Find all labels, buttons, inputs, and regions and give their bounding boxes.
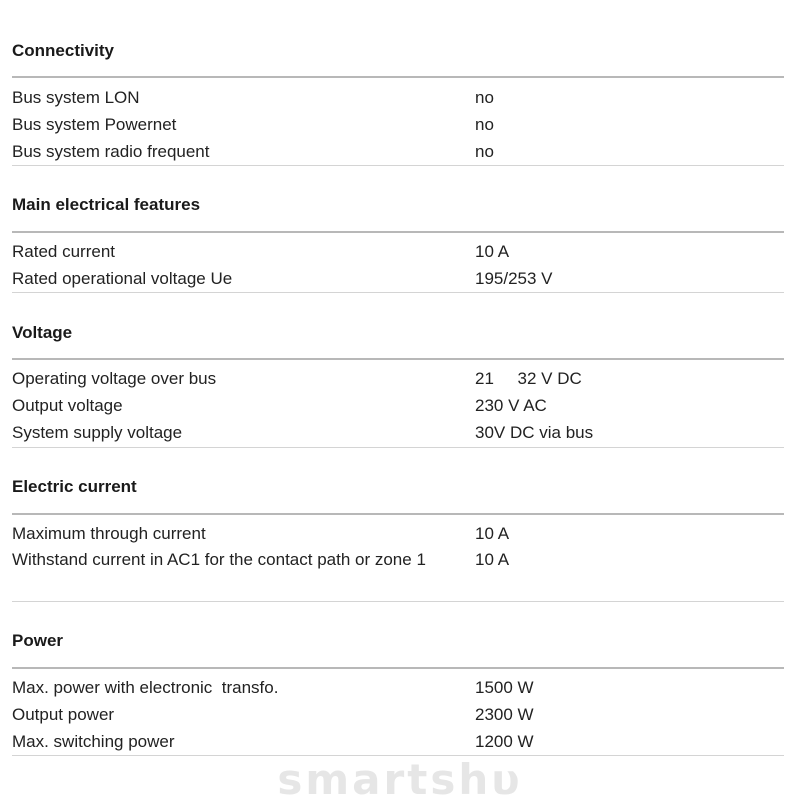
spec-value: 230 V AC	[475, 396, 547, 415]
spec-label: System supply voltage	[12, 423, 183, 442]
spec-value: 1200 W	[475, 732, 534, 751]
section-end-rule	[12, 292, 784, 293]
spec-label: Rated operational voltage Ue	[12, 269, 233, 288]
spec-value: 21 32 V DC	[475, 369, 582, 388]
section-divider	[12, 513, 784, 515]
spec-value: no	[475, 115, 494, 134]
section-end-rule	[12, 165, 784, 166]
spec-value: no	[475, 88, 494, 107]
spec-label: Bus system radio frequent	[12, 142, 210, 161]
spec-value: 1500 W	[475, 678, 534, 697]
spec-value: 10 A	[475, 242, 510, 261]
watermark-logo: smartshυ	[277, 755, 523, 804]
section-title-main-electrical-features: Main electrical features	[12, 195, 201, 214]
spec-label: Rated current	[12, 242, 115, 261]
spec-label: Bus system Powernet	[12, 115, 177, 134]
spec-value: 30V DC via bus	[475, 423, 594, 442]
spec-value: 10 A	[475, 524, 510, 543]
spec-label: Output power	[12, 705, 115, 724]
spec-label: Withstand current in AC1 for the contact path or zone 1	[12, 550, 426, 569]
section-title-electric-current: Electric current	[12, 477, 137, 496]
section-title-connectivity: Connectivity	[12, 41, 115, 60]
section-divider	[12, 667, 784, 669]
section-end-rule	[12, 601, 784, 602]
spec-label: Max. power with electronic transfo.	[12, 678, 279, 697]
spec-label: Max. switching power	[12, 732, 175, 751]
spec-label: Operating voltage over bus	[12, 369, 217, 388]
section-divider	[12, 76, 784, 78]
section-title-voltage: Voltage	[12, 323, 73, 342]
spec-value: 2300 W	[475, 705, 534, 724]
spec-label: Bus system LON	[12, 88, 140, 107]
spec-value: 10 A	[475, 550, 510, 569]
section-divider	[12, 358, 784, 360]
spec-label: Output voltage	[12, 396, 123, 415]
spec-value: 195/253 V	[475, 269, 553, 288]
section-end-rule	[12, 447, 784, 448]
section-divider	[12, 231, 784, 233]
section-title-power: Power	[12, 631, 64, 650]
spec-value: no	[475, 142, 494, 161]
spec-label: Maximum through current	[12, 524, 206, 543]
